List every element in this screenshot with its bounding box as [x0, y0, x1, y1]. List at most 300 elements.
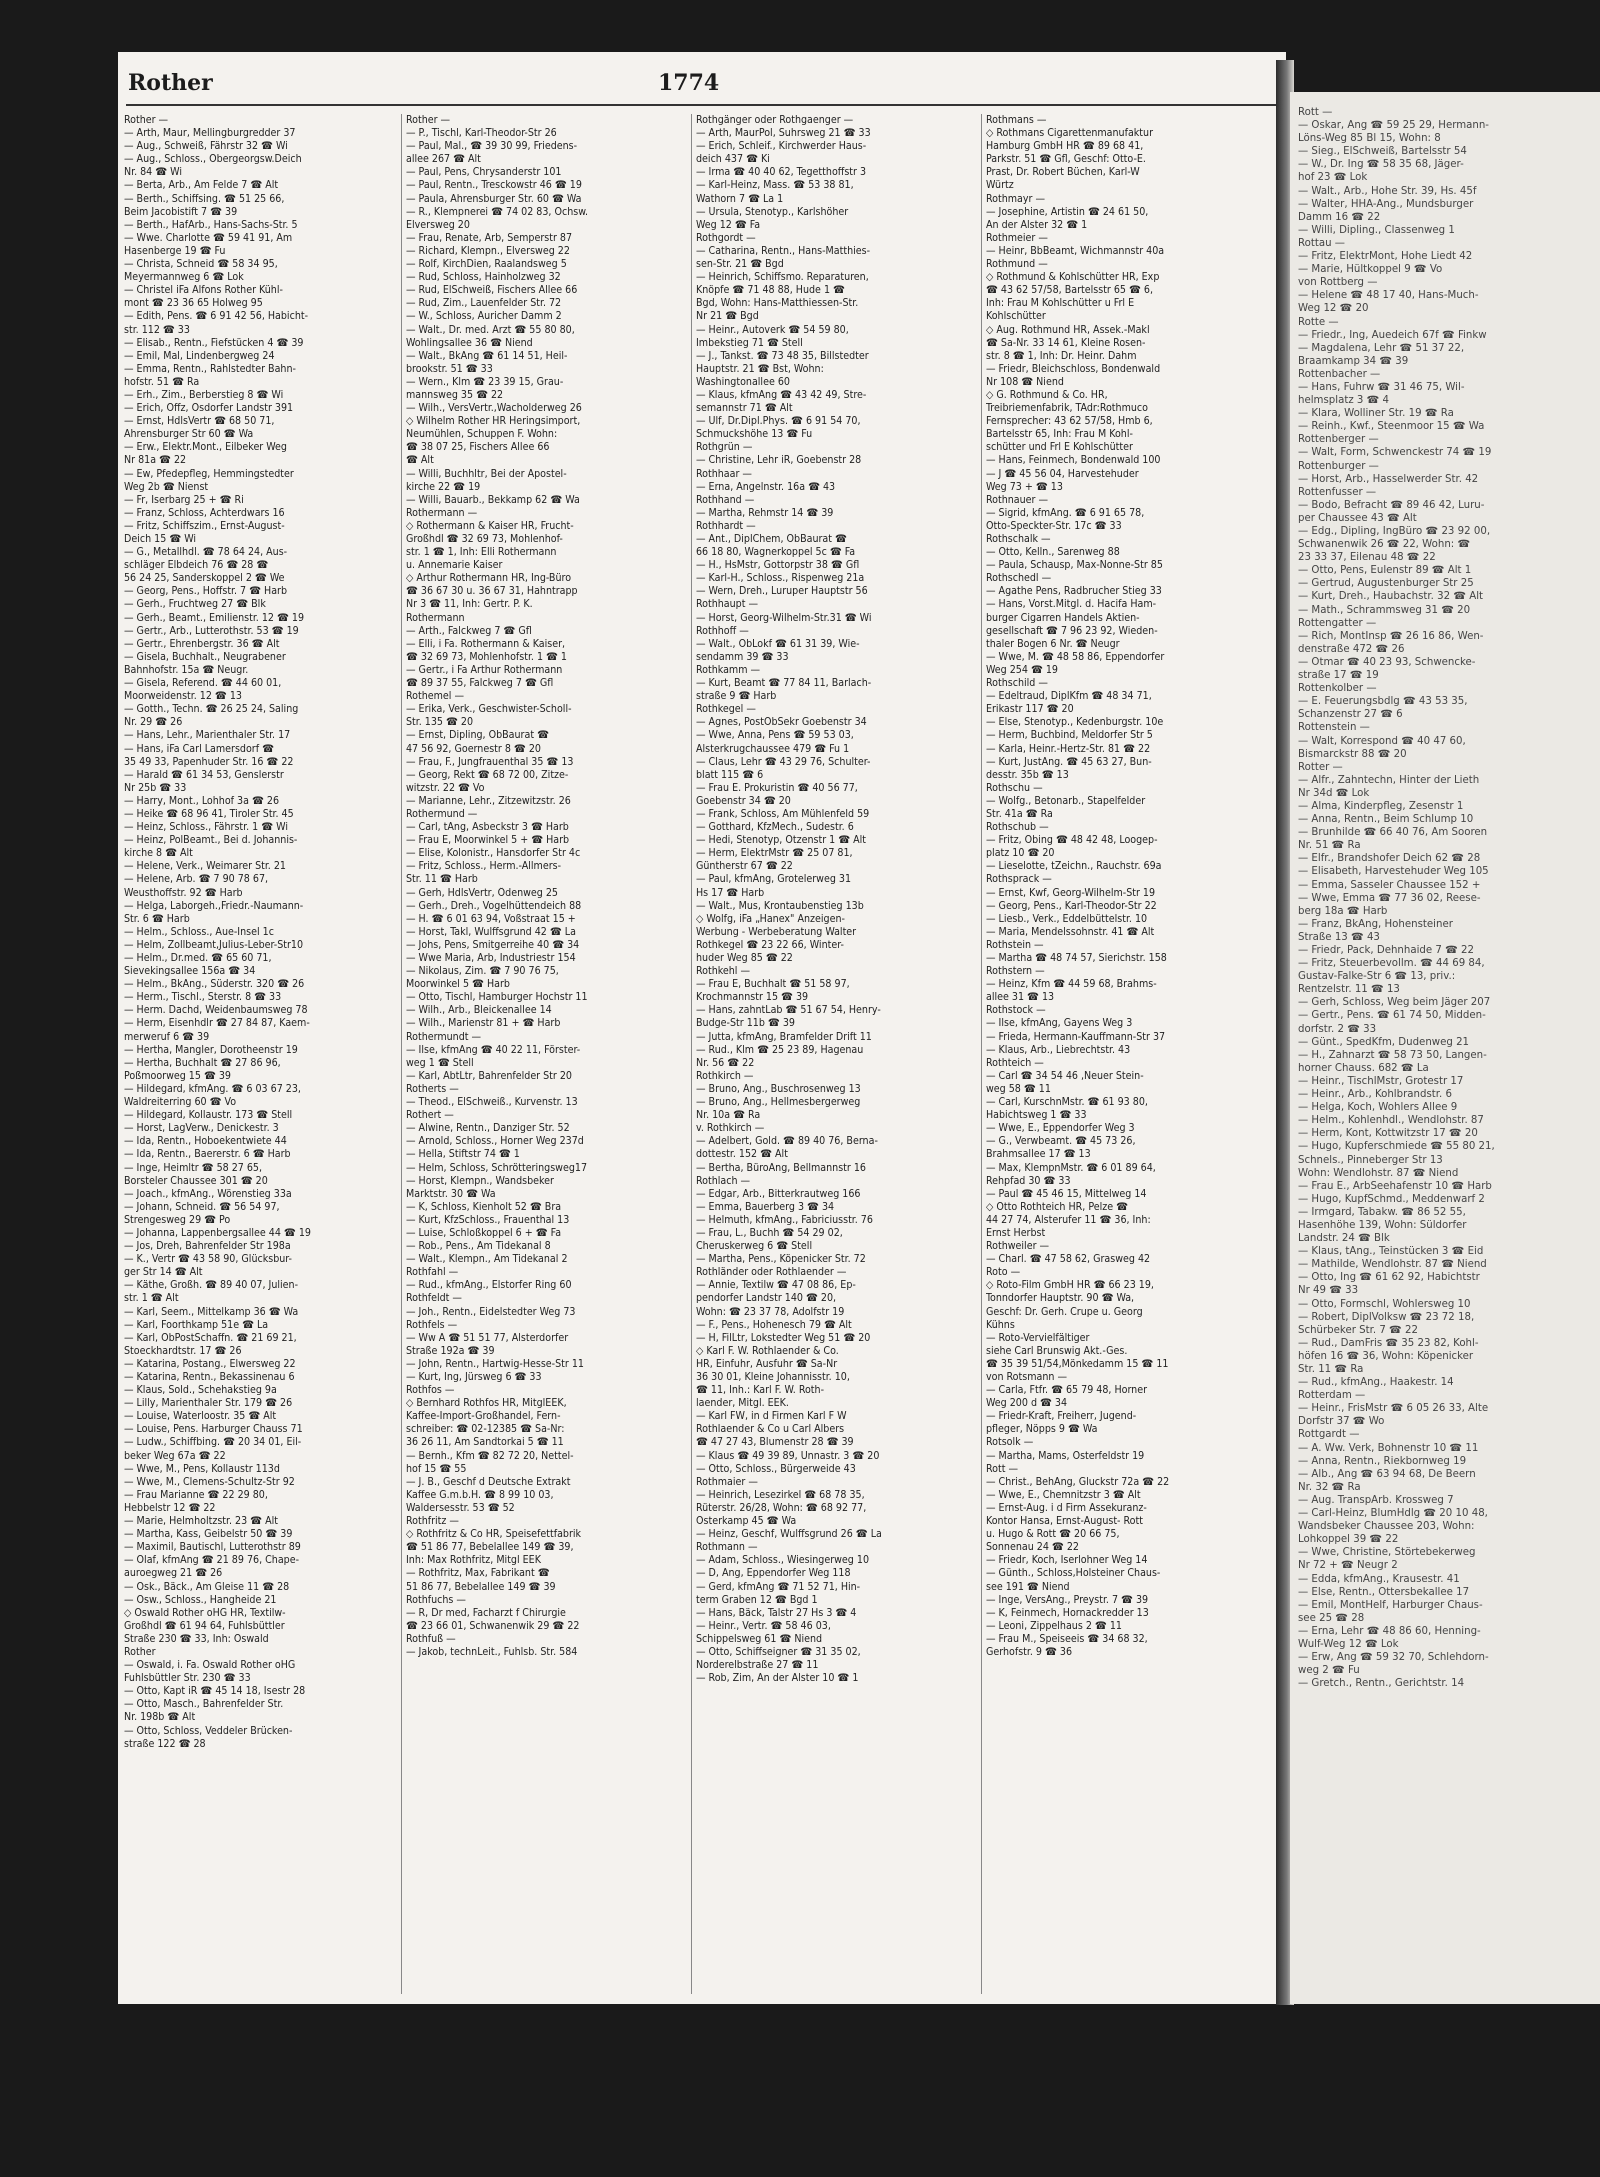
- directory-line: Tonndorfer Hauptstr. 90 ☎ Wa,: [986, 1292, 1135, 1305]
- directory-line: — Johann, Schneid. ☎ 56 54 97,: [124, 1200, 280, 1213]
- directory-line: — Walt., Dr. med. Arzt ☎ 55 80 80,: [406, 323, 575, 336]
- directory-line: — Wwe Maria, Arb, Industriestr 154: [406, 952, 576, 964]
- directory-line: term Graben 12 ☎ Bgd 1: [696, 1593, 818, 1606]
- directory-line: — Frau, L., Buchh ☎ 54 29 02,: [696, 1226, 843, 1239]
- directory-line: — Lieselotte, tZeichn., Rauchstr. 69a: [986, 860, 1162, 873]
- directory-line: — Rolf, KirchDien, Raalandsweg 5: [406, 258, 567, 271]
- directory-line: — Emma, Bauerberg 3 ☎ 34: [696, 1200, 835, 1213]
- directory-line: — Martha ☎ 48 74 57, Sierichstr. 158: [986, 952, 1167, 964]
- directory-line: Nr 21 ☎ Bgd: [696, 310, 759, 323]
- directory-line: Strengesweg 29 ☎ Po: [124, 1213, 231, 1226]
- directory-line: Nr. 10a ☎ Ra: [696, 1109, 761, 1122]
- directory-line: — Arth, MaurPol, Suhrsweg 21 ☎ 33: [696, 127, 871, 140]
- directory-line: — Erich, Offz, Osdorfer Landstr 391: [124, 402, 294, 415]
- directory-line: — Olaf, kfmAng ☎ 21 89 76, Chape-: [124, 1554, 300, 1567]
- directory-line: Straße 192a ☎ 39: [406, 1344, 495, 1357]
- directory-line: Nr 25b ☎ 33: [124, 781, 187, 794]
- directory-line: — Walt, Korrespond ☎ 40 47 60,: [1298, 735, 1466, 747]
- directory-line: Landstr. 24 ☎ Blk: [1298, 1233, 1390, 1245]
- directory-line: siehe Carl Brunswig Akt.-Ges.: [986, 1344, 1128, 1357]
- directory-line: — Paul, Mal., ☎ 39 30 99, Friedens-: [406, 140, 578, 153]
- directory-line: Rotsolk —: [986, 1436, 1034, 1449]
- directory-line: — J., Tankst. ☎ 73 48 35, Billstedter: [696, 349, 869, 362]
- directory-line: ☎ 36 67 30 u. 36 67 31, Hahntrapp: [406, 585, 578, 598]
- directory-line: ◇ Aug. Rothmund HR, Assek.-Makl: [986, 323, 1150, 336]
- directory-line: ☎ 51 86 77, Bebelallee 149 ☎ 39,: [406, 1541, 574, 1554]
- directory-line: — Gerh, HdlsVertr, Ödenweg 25: [406, 886, 558, 899]
- directory-line: Otto-Speckter-Str. 17c ☎ 33: [986, 519, 1122, 532]
- directory-line: — Ida, Rentn., Baererstr. 6 ☎ Harb: [124, 1148, 291, 1161]
- directory-line: — Frau E., ArbSeehafenstr 10 ☎ Harb: [1298, 1180, 1492, 1192]
- directory-line: berg 18a ☎ Harb: [1298, 905, 1388, 917]
- directory-line: Wulf-Weg 12 ☎ Lok: [1298, 1638, 1399, 1650]
- directory-line: — Günth., Schloss,Holsteiner Chaus-: [986, 1567, 1161, 1580]
- directory-line: — Horst, Takl, Wulffsgrund 42 ☎ La: [406, 925, 576, 938]
- directory-line: — Willi, Bauarb., Bekkamp 62 ☎ Wa: [406, 493, 580, 506]
- directory-line: Rothmeier —: [986, 231, 1048, 244]
- directory-line: semannstr 71 ☎ Alt: [696, 402, 793, 415]
- directory-line: — Joh., Rentn., Eidelstedter Weg 73: [406, 1305, 576, 1318]
- directory-line: sendamm 39 ☎ 33: [696, 650, 789, 663]
- directory-line: — Elise, Kolonistr., Hansdorfer Str 4c: [406, 847, 581, 860]
- directory-line: allee 267 ☎ Alt: [406, 153, 481, 166]
- directory-line: — Jutta, kfmAng, Bramfelder Drift 11: [696, 1030, 872, 1043]
- directory-line: Rüterstr. 26/28, Wohn: ☎ 68 92 77,: [696, 1501, 867, 1514]
- directory-line: Rott —: [1298, 107, 1333, 118]
- directory-line: — Walt., ObLokf ☎ 61 31 39, Wie-: [696, 637, 860, 650]
- directory-line: Bartelsstr 65, Inh: Frau M Kohl-: [986, 428, 1133, 441]
- directory-line: — P., Tischl, Karl-Theodor-Str 26: [406, 127, 557, 140]
- directory-line: Hasenhöhe 139, Wohn: Süldorfer: [1298, 1219, 1467, 1231]
- adjacent-page: [1290, 92, 1600, 2004]
- directory-line: — H, FilLtr, Lokstedter Weg 51 ☎ 20: [696, 1331, 871, 1344]
- directory-line: — Helmuth, kfmAng., Fabriciusstr. 76: [696, 1213, 873, 1226]
- directory-line: — Rothfritz, Max, Fabrikant ☎: [406, 1567, 550, 1580]
- directory-line: — Louise, Waterloostr. 35 ☎ Alt: [124, 1410, 277, 1423]
- directory-line: — Gerh., Beamt., Emilienstr. 12 ☎ 19: [124, 611, 305, 624]
- directory-line: ☎ Sa-Nr. 33 14 61, Kleine Rosen-: [986, 336, 1146, 349]
- directory-column-1: [124, 114, 398, 1994]
- directory-line: schütter und Frl E Kohlschütter: [986, 441, 1133, 454]
- directory-line: see 25 ☎ 28: [1298, 1612, 1365, 1624]
- directory-line: Moorwinkel 5 ☎ Harb: [406, 978, 510, 991]
- directory-line: — Hildegard, kfmAng. ☎ 6 03 67 23,: [124, 1082, 301, 1095]
- directory-line: — Horst, LagVerw., Denickestr. 3: [124, 1122, 279, 1135]
- directory-line: Straße 13 ☎ 43: [1298, 931, 1380, 943]
- directory-line: Nr 49 ☎ 33: [1298, 1285, 1359, 1297]
- directory-line: str. 112 ☎ 33: [124, 323, 190, 336]
- directory-line: — K., Vertr ☎ 43 58 90, Glücksbur-: [124, 1253, 292, 1266]
- directory-line: — Kurt, Beamt ☎ 77 84 11, Barlach-: [696, 677, 872, 690]
- directory-line: — Bernh., Kfm ☎ 82 72 20, Nettel-: [406, 1449, 574, 1462]
- directory-line: straße 122 ☎ 28: [124, 1737, 206, 1750]
- directory-line: Rother —: [406, 114, 451, 126]
- directory-line: höfen 16 ☎ 36, Wohn: Köpenicker: [1298, 1350, 1474, 1362]
- directory-line: Rottenstein —: [1298, 722, 1370, 734]
- directory-line: Kühns: [986, 1318, 1015, 1331]
- directory-line: Rothschalk —: [986, 533, 1051, 545]
- directory-line: — A. Ww. Verk, Bohnenstr 10 ☎ 11: [1298, 1442, 1479, 1454]
- directory-line: Habichtsweg 1 ☎ 33: [986, 1109, 1087, 1122]
- directory-line: — Heinz, Kfm ☎ 44 59 68, Brahms-: [986, 978, 1157, 991]
- directory-line: Nr 108 ☎ Niend: [986, 375, 1064, 388]
- directory-line: — Rud., kfmAng., Haakestr. 14: [1298, 1377, 1454, 1389]
- directory-line: — Willi, Dipling., Classenweg 1: [1298, 224, 1455, 236]
- directory-line: — Berth., HafArb., Hans-Sachs-Str. 5: [124, 218, 298, 231]
- directory-line: Str. 6 ☎ Harb: [124, 912, 190, 925]
- directory-line: — Elisabeth, Harvestehuder Weg 105: [1298, 866, 1489, 878]
- directory-line: — Heinrich, Schiffsmo. Reparaturen,: [696, 271, 869, 284]
- directory-line: Budge-Str 11b ☎ 39: [696, 1017, 795, 1030]
- directory-line: pendorfer Landstr 140 ☎ 20,: [696, 1292, 837, 1305]
- directory-line: Ahrensburger Str 60 ☎ Wa: [124, 428, 254, 441]
- directory-line: Rottengatter —: [1298, 617, 1377, 629]
- directory-line: Marktstr. 30 ☎ Wa: [406, 1187, 496, 1200]
- directory-line: — D, Ang, Eppendorfer Weg 118: [696, 1567, 851, 1580]
- directory-line: straße 9 ☎ Harb: [696, 690, 777, 703]
- directory-line: — Arth., Falckweg 7 ☎ Gfl: [406, 624, 532, 637]
- directory-line: — Elli, i Fa. Rothermann & Kaiser,: [406, 637, 566, 650]
- directory-line: — Maximil, Bautischl, Lutterothstr 89: [124, 1541, 301, 1554]
- directory-line: — Fritz, Steuerbevollm. ☎ 44 69 84,: [1298, 958, 1485, 970]
- directory-line: Rothstein —: [986, 938, 1044, 951]
- directory-line: — Otto, Kapt iR ☎ 45 14 18, Isestr 28: [124, 1685, 306, 1698]
- directory-line: Rottenbacher —: [1298, 368, 1381, 380]
- directory-line: — Leoni, Zippelhaus 2 ☎ 11: [986, 1619, 1122, 1632]
- directory-line: — Harry, Mont., Lohhof 3a ☎ 26: [124, 794, 280, 807]
- directory-line: Rottenfusser —: [1298, 486, 1377, 498]
- directory-line: — Klaus, Arb., Liebrechtstr. 43: [986, 1043, 1131, 1056]
- directory-line: Rothlaender & Co u Carl Albers: [696, 1423, 845, 1436]
- directory-line: Rothkegel ☎ 23 22 66, Winter-: [696, 938, 844, 951]
- directory-line: Rothermund —: [406, 807, 478, 820]
- directory-line: — Josephine, Artistin ☎ 24 61 50,: [986, 205, 1149, 218]
- directory-line: — Franz, BkAng, Hohensteiner: [1298, 918, 1453, 930]
- directory-line: — Fritz, Schiffszim., Ernst-August-: [124, 519, 285, 532]
- directory-line: — W., Schloss, Auricher Damm 2: [406, 310, 562, 323]
- directory-line: — Otto, Schloss, Veddeler Brücken-: [124, 1724, 293, 1737]
- directory-line: Rotherts —: [406, 1082, 459, 1095]
- directory-line: str. 1 ☎ 1, Inh: Elli Rothermann: [406, 546, 557, 559]
- directory-line: — Herm., Tischl., Sterstr. 8 ☎ 33: [124, 991, 282, 1004]
- directory-line: — Rob, Zim, An der Alster 10 ☎ 1: [696, 1672, 859, 1685]
- directory-line: — Heinz, Geschf, Wulffsgrund 26 ☎ La: [696, 1528, 882, 1541]
- directory-line: — Hugo, Kupferschmiede ☎ 55 80 21,: [1298, 1141, 1495, 1153]
- directory-line: ◇ Rothfritz & Co HR, Speisefettfabrik: [406, 1528, 582, 1541]
- directory-line: — Robert, DiplVolksw ☎ 23 72 18,: [1298, 1311, 1475, 1323]
- directory-line: — Carl, KurschnMstr. ☎ 61 93 80,: [986, 1096, 1148, 1109]
- directory-line: Rothstern —: [986, 965, 1045, 978]
- directory-line: Rottenburger —: [1298, 460, 1379, 472]
- directory-line: — Paula, Schausp, Max-Nonne-Str 85: [986, 559, 1163, 572]
- directory-line: Rothschub —: [986, 821, 1049, 834]
- directory-line: Rothhoff —: [696, 624, 749, 637]
- directory-page: [118, 52, 1286, 2004]
- directory-line: — Frank, Schloss, Am Mühlenfeld 59: [696, 807, 870, 820]
- directory-line: Rottenberger —: [1298, 434, 1379, 446]
- directory-line: — Christine, Lehr iR, Goebenstr 28: [696, 454, 862, 467]
- directory-line: Rothstock —: [986, 1004, 1046, 1017]
- directory-line: — Bertha, BüroAng, Bellmannstr 16: [696, 1161, 866, 1174]
- directory-line: Güntherstr 67 ☎ 22: [696, 860, 793, 873]
- directory-line: Osterkamp 45 ☎ Wa: [696, 1515, 797, 1528]
- directory-line: — G., Verwbeamt. ☎ 45 73 26,: [986, 1135, 1136, 1148]
- directory-line: Wohn: Wendlohstr. 87 ☎ Niend: [1298, 1167, 1459, 1179]
- directory-line: huder Weg 85 ☎ 22: [696, 952, 793, 964]
- directory-line: — Erna, Lehr ☎ 48 86 60, Henning-: [1298, 1625, 1481, 1637]
- directory-line: — Paul, Rentn., Tresckowstr 46 ☎ 19: [406, 179, 582, 192]
- directory-line: Moorweidenstr. 12 ☎ 13: [124, 690, 242, 703]
- directory-line: — Wwe, M. ☎ 48 58 86, Eppendorfer: [986, 650, 1165, 663]
- directory-line: — Aug. TranspArb. Krossweg 7: [1298, 1494, 1454, 1506]
- directory-line: — Martha, Rehmstr 14 ☎ 39: [696, 506, 834, 519]
- directory-line: Rothfuchs —: [406, 1593, 466, 1606]
- directory-line: 56 24 25, Sanderskoppel 2 ☎ We: [124, 572, 285, 585]
- directory-line: weg 2 ☎ Fu: [1298, 1665, 1360, 1677]
- directory-line: — Ant., DiplChem, ObBaurat ☎: [696, 533, 847, 545]
- directory-line: Geschf: Dr. Gerh. Crupe u. Georg: [986, 1305, 1143, 1318]
- directory-line: — W., Dr. Ing ☎ 58 35 68, Jäger-: [1298, 159, 1464, 171]
- directory-line: — Walt., BkAng ☎ 61 14 51, Heil-: [406, 349, 568, 362]
- directory-line: Neumühlen, Schuppen F. Wohn:: [406, 428, 558, 441]
- directory-line: Rothgrün —: [696, 441, 753, 454]
- directory-line: Damm 16 ☎ 22: [1298, 211, 1381, 223]
- directory-line: Hamburg GmbH HR ☎ 89 68 41,: [986, 140, 1144, 153]
- directory-line: — Marianne, Lehr., Zitzewitzstr. 26: [406, 794, 571, 807]
- directory-line: — Wwe, E., Eppendorfer Weg 3: [986, 1122, 1135, 1135]
- directory-line: — Klaus ☎ 49 39 89, Unnastr. 3 ☎ 20: [696, 1449, 880, 1462]
- directory-line: Rothkamm —: [696, 663, 761, 676]
- directory-line: Rott —: [986, 1462, 1019, 1475]
- directory-line: — Ludw., Schiffbing. ☎ 20 34 01, Eil-: [124, 1436, 302, 1449]
- directory-line: — Emma, Sasseler Chaussee 152 +: [1298, 879, 1481, 891]
- directory-line: — Karl-Heinz, Mass. ☎ 53 38 81,: [696, 179, 854, 192]
- directory-line: — Erich, Schleif., Kirchwerder Haus-: [696, 140, 867, 153]
- directory-line: — Erw, Ang ☎ 59 32 70, Schlehdorn-: [1298, 1652, 1489, 1664]
- directory-line: Rehpfad 30 ☎ 33: [986, 1174, 1071, 1187]
- directory-line: Inh: Max Rothfritz, Mitgl EEK: [406, 1554, 541, 1567]
- directory-line: Str. 11 ☎ Ra: [1298, 1364, 1364, 1375]
- directory-line: — Martha, Mams, Osterfeldstr 19: [986, 1449, 1145, 1462]
- directory-line: Meyermannweg 6 ☎ Lok: [124, 271, 244, 284]
- directory-line: — Roto-Vervielfältiger: [986, 1331, 1090, 1344]
- directory-line: Rother: [124, 1645, 156, 1658]
- directory-line: ☎ 89 37 55, Falckweg 7 ☎ Gfl: [406, 677, 554, 690]
- directory-line: — Heinz, PolBeamt., Bei d. Johannis-: [124, 834, 298, 847]
- directory-line: — Rud., kfmAng., Elstorfer Ring 60: [406, 1279, 572, 1292]
- directory-line: — Alwine, Rentn., Danziger Str. 52: [406, 1122, 570, 1135]
- directory-line: — Otto, Tischl, Hamburger Hochstr 11: [406, 991, 588, 1004]
- column-divider: [981, 114, 982, 1994]
- directory-line: — Rich, MontInsp ☎ 26 16 86, Wen-: [1298, 630, 1484, 642]
- directory-line: Waldersesstr. 53 ☎ 52: [406, 1501, 515, 1514]
- directory-line: ☎ 35 39 51/54,Mönkedamm 15 ☎ 11: [986, 1357, 1169, 1370]
- directory-line: Straße 230 ☎ 33, Inh: Oswald: [124, 1632, 269, 1645]
- directory-line: — Helene, Arb. ☎ 7 90 78 67,: [124, 873, 269, 886]
- directory-line: beker Weg 67a ☎ 22: [124, 1449, 226, 1462]
- directory-line: auroegweg 21 ☎ 26: [124, 1567, 223, 1580]
- directory-line: — Frau M., Speiseeis ☎ 34 68 32,: [986, 1632, 1148, 1645]
- directory-line: Kaffee-Import-Großhandel, Fern-: [406, 1410, 561, 1423]
- directory-line: ◇ Karl F. W. Rothlaender & Co.: [696, 1344, 839, 1357]
- directory-line: Rothschild —: [986, 677, 1048, 690]
- directory-column-4: [986, 114, 1278, 1994]
- directory-line: — Klaus, kfmAng ☎ 43 42 49, Stre-: [696, 388, 867, 401]
- directory-line: — Wwe. Charlotte ☎ 59 41 91, Am: [124, 231, 293, 244]
- directory-line: — Gerh., Fruchtweg 27 ☎ Blk: [124, 598, 266, 611]
- directory-line: — Herm. Dachd, Weidenbaumsweg 78: [124, 1004, 308, 1017]
- directory-line: — Martha, Pens., Köpenicker Str. 72: [696, 1253, 866, 1266]
- directory-line: Fuhlsbüttler Str. 230 ☎ 33: [124, 1672, 251, 1685]
- directory-line: brookstr. 51 ☎ 33: [406, 362, 493, 375]
- directory-line: Schmuckshöhe 13 ☎ Fu: [696, 428, 813, 441]
- directory-line: — Gerh., Dreh., Vogelhüttendeich 88: [406, 899, 582, 912]
- directory-line: — J ☎ 45 56 04, Harvestehuder: [986, 467, 1139, 480]
- directory-line: — Edg., Dipling, IngBüro ☎ 23 92 00,: [1298, 526, 1491, 537]
- directory-line: — Hertha, Mangler, Dorotheenstr 19: [124, 1043, 298, 1056]
- directory-line: — Heinr., FrisMstr ☎ 6 05 26 33, Alte: [1298, 1403, 1489, 1415]
- directory-line: hof 23 ☎ Lok: [1298, 172, 1368, 184]
- directory-line: — Herm, ElektrMstr ☎ 25 07 81,: [696, 847, 853, 860]
- directory-line: — Christel iFa Alfons Rother Kühl-: [124, 284, 283, 297]
- directory-line: Deich 15 ☎ Wi: [124, 533, 197, 545]
- directory-line: — F., Pens., Hohenesch 79 ☎ Alt: [696, 1318, 852, 1331]
- directory-line: — Maria, Mendelssohnstr. 41 ☎ Alt: [986, 925, 1155, 938]
- directory-line: Rothmayr —: [986, 192, 1045, 205]
- directory-line: Nr. 56 ☎ 22: [696, 1056, 755, 1069]
- directory-line: — Paul, kfmAng, Grotelerweg 31: [696, 873, 852, 886]
- directory-line: Sievekingsallee 156a ☎ 34: [124, 965, 256, 978]
- directory-line: — Otto, Formschl, Wohlersweg 10: [1298, 1298, 1471, 1310]
- directory-line: — H. ☎ 6 01 63 94, Voßstraat 15 +: [406, 912, 576, 925]
- directory-line: ◇ G. Rothmund & Co. HR,: [986, 388, 1108, 401]
- directory-line: — Wolfg., Betonarb., Stapelfelder: [986, 794, 1146, 807]
- directory-line: Rothfos —: [406, 1384, 455, 1397]
- directory-line: — Otto, Pens, Eulenstr 89 ☎ Alt 1: [1298, 565, 1472, 577]
- directory-line: — Erh., Zim., Berberstieg 8 ☎ Wi: [124, 388, 284, 401]
- directory-line: Rothhaupt —: [696, 598, 759, 611]
- directory-line: — Gotthard, KfzMech., Sudestr. 6: [696, 821, 854, 834]
- directory-line: An der Alster 32 ☎ 1: [986, 218, 1088, 231]
- directory-line: — Franz, Schloss, Achterdwars 16: [124, 506, 285, 519]
- directory-line: — Ernst, HdlsVertr ☎ 68 50 71,: [124, 415, 275, 428]
- directory-line: — Osk., Bäck., Am Gleise 11 ☎ 28: [124, 1580, 290, 1593]
- directory-line: — Inge, VersAng., Preystr. 7 ☎ 39: [986, 1593, 1149, 1606]
- directory-line: — H., HsMstr, Gottorpstr 38 ☎ Gfl: [696, 559, 860, 572]
- directory-line: — Karl, Seem., Mittelkamp 36 ☎ Wa: [124, 1305, 299, 1318]
- directory-line: 36 30 01, Kleine Johannisstr. 10,: [696, 1371, 850, 1383]
- directory-line: — Horst, Arb., Hasselwerder Str. 42: [1298, 473, 1479, 485]
- directory-line: — Helm., Schloss., Aue-Insel 1c: [124, 925, 274, 938]
- directory-line: ger Str 14 ☎ Alt: [124, 1266, 203, 1279]
- directory-line: — Helene ☎ 48 17 40, Hans-Much-: [1298, 290, 1479, 302]
- directory-line: ☎ 32 69 73, Mohlenhofstr. 1 ☎ 1: [406, 650, 567, 663]
- directory-line: Weusthoffstr. 92 ☎ Harb: [124, 886, 243, 899]
- directory-line: ◇ Wolfg, iFa „Hanex" Anzeigen-: [696, 912, 845, 925]
- directory-line: — Ursula, Stenotyp., Karlshöher: [696, 205, 849, 218]
- directory-line: Beim Jacobistift 7 ☎ 39: [124, 205, 238, 218]
- directory-line: mont ☎ 23 36 65 Holweg 95: [124, 297, 263, 310]
- directory-line: — Horst, Georg-Wilhelm-Str.31 ☎ Wi: [696, 611, 872, 624]
- directory-line: — Kurt, KfzSchloss., Frauenthal 13: [406, 1213, 570, 1226]
- directory-line: Rothfritz —: [406, 1515, 459, 1528]
- directory-line: — Jos, Dreh, Bahrenfelder Str 198a: [124, 1240, 291, 1253]
- directory-line: — Aug., Schweiß, Fährstr 32 ☎ Wi: [124, 140, 288, 153]
- directory-line: — Karl, Foorthkamp 51e ☎ La: [124, 1318, 269, 1331]
- directory-line: — Hans, Bäck, Talstr 27 Hs 3 ☎ 4: [696, 1606, 857, 1619]
- directory-line: ◇ Wilhelm Rother HR Heringsimport,: [406, 415, 581, 428]
- directory-line: — Luise, Schloßkoppel 6 + ☎ Fa: [406, 1226, 562, 1239]
- directory-line: ☎ 43 62 57/58, Bartelsstr 65 ☎ 6,: [986, 284, 1154, 297]
- directory-line: Ernst Herbst: [986, 1226, 1046, 1239]
- directory-line: Hebbelstr 12 ☎ 22: [124, 1501, 216, 1514]
- directory-line: deich 437 ☎ Ki: [696, 153, 770, 166]
- directory-line: — Hans, Vorst.Mitgl. d. Hacifa Ham-: [986, 598, 1157, 611]
- directory-line: — Claus, Lehr ☎ 43 29 76, Schulter-: [696, 755, 871, 768]
- directory-line: — Wwe, M., Pens, Kollaustr 113d: [124, 1462, 280, 1475]
- directory-line: — Fritz, Obing ☎ 48 42 48, Loogep-: [986, 834, 1158, 847]
- directory-line: Wandsbeker Chaussee 203, Wohn:: [1298, 1521, 1475, 1533]
- directory-line: — Hans, Lehr., Marienthaler Str. 17: [124, 729, 291, 742]
- directory-line: straße 17 ☎ 19: [1298, 670, 1379, 682]
- directory-line: Wathorn 7 ☎ La 1: [696, 192, 784, 205]
- directory-line: HR, Einfuhr, Ausfuhr ☎ Sa-Nr: [696, 1357, 838, 1370]
- directory-line: — Ew, Pfedepfleg, Hemmingstedter: [124, 467, 294, 480]
- directory-line: — Adelbert, Gold. ☎ 89 40 76, Berna-: [696, 1135, 878, 1148]
- directory-line: — Hella, Stiftstr 74 ☎ 1: [406, 1148, 520, 1161]
- directory-line: Rothweiler —: [986, 1240, 1050, 1253]
- directory-line: 51 86 77, Bebelallee 149 ☎ 39: [406, 1580, 556, 1593]
- directory-line: — Louise, Pens. Harburger Chauss 71: [124, 1423, 303, 1436]
- directory-line: Großhdl ☎ 61 94 64, Fuhlsbüttler: [124, 1619, 285, 1632]
- directory-line: Kohlschütter: [986, 310, 1046, 323]
- directory-line: — Carla, Ftfr. ☎ 65 79 48, Horner: [986, 1384, 1148, 1397]
- directory-line: ◇ Roto-Film GmbH HR ☎ 66 23 19,: [986, 1279, 1154, 1292]
- directory-line: ◇ Oswald Rother oHG HR, Textilw-: [124, 1606, 286, 1619]
- directory-line: — Inge, Heimltr ☎ 58 27 65,: [124, 1161, 263, 1174]
- directory-line: — Catharina, Rentn., Hans-Matthies-: [696, 244, 871, 257]
- directory-line: Rottenkolber —: [1298, 683, 1377, 695]
- directory-line: — Friedr, Bleichschloss, Bondenwald: [986, 362, 1161, 375]
- directory-line: Rothlach —: [696, 1174, 751, 1187]
- directory-line: — K, Schloss, Kienholt 52 ☎ Bra: [406, 1200, 562, 1213]
- directory-line: Weg 73 + ☎ 13: [986, 480, 1063, 493]
- directory-line: Rotte —: [1298, 316, 1339, 328]
- directory-column-3: [696, 114, 978, 1994]
- directory-line: str. 8 ☎ 1, Inh: Dr. Heinr. Dahm: [986, 349, 1137, 362]
- directory-line: — Frau Marianne ☎ 22 29 80,: [124, 1488, 268, 1501]
- directory-line: Löns-Weg 85 Bl 15, Wohn: 8: [1298, 133, 1441, 145]
- directory-line: sen-Str. 21 ☎ Bgd: [696, 258, 784, 271]
- directory-line: Nr 72 + ☎ Neugr 2: [1298, 1560, 1398, 1572]
- directory-line: — Wwe, E., Chemnitzstr 3 ☎ Alt: [986, 1488, 1141, 1501]
- directory-line: — Friedr, Pack, Dehnhaide 7 ☎ 22: [1298, 945, 1475, 956]
- directory-line: ☎ 23 66 01, Schwanenwik 29 ☎ 22: [406, 1619, 580, 1632]
- directory-line: — Hertha, Buchhalt ☎ 27 86 96,: [124, 1056, 281, 1069]
- directory-line: — Fritz, ElektrMont, Hohe Liedt 42: [1298, 251, 1473, 263]
- directory-line: Krochmannstr 15 ☎ 39: [696, 991, 809, 1004]
- directory-line: — Adam, Schloss., Wiesingerweg 10: [696, 1554, 870, 1567]
- directory-line: — Carl ☎ 34 54 46 ,Neuer Stein-: [986, 1069, 1144, 1082]
- directory-line: — Martha, Kass, Geibelstr 50 ☎ 39: [124, 1528, 293, 1541]
- directory-line: allee 31 ☎ 13: [986, 991, 1055, 1004]
- directory-line: laender, Mitgl. EEK.: [696, 1397, 789, 1410]
- directory-line: Bgd, Wohn: Hans-Matthiessen-Str.: [696, 297, 859, 310]
- directory-line: — Anna, Rentn., Beim Schlump 10: [1298, 814, 1474, 826]
- directory-line: Rentzelstr. 11 ☎ 13: [1298, 984, 1400, 996]
- directory-line: — Walt., Arb., Hohe Str. 39, Hs. 45f: [1298, 185, 1477, 197]
- directory-line: Rothkegel —: [696, 703, 756, 716]
